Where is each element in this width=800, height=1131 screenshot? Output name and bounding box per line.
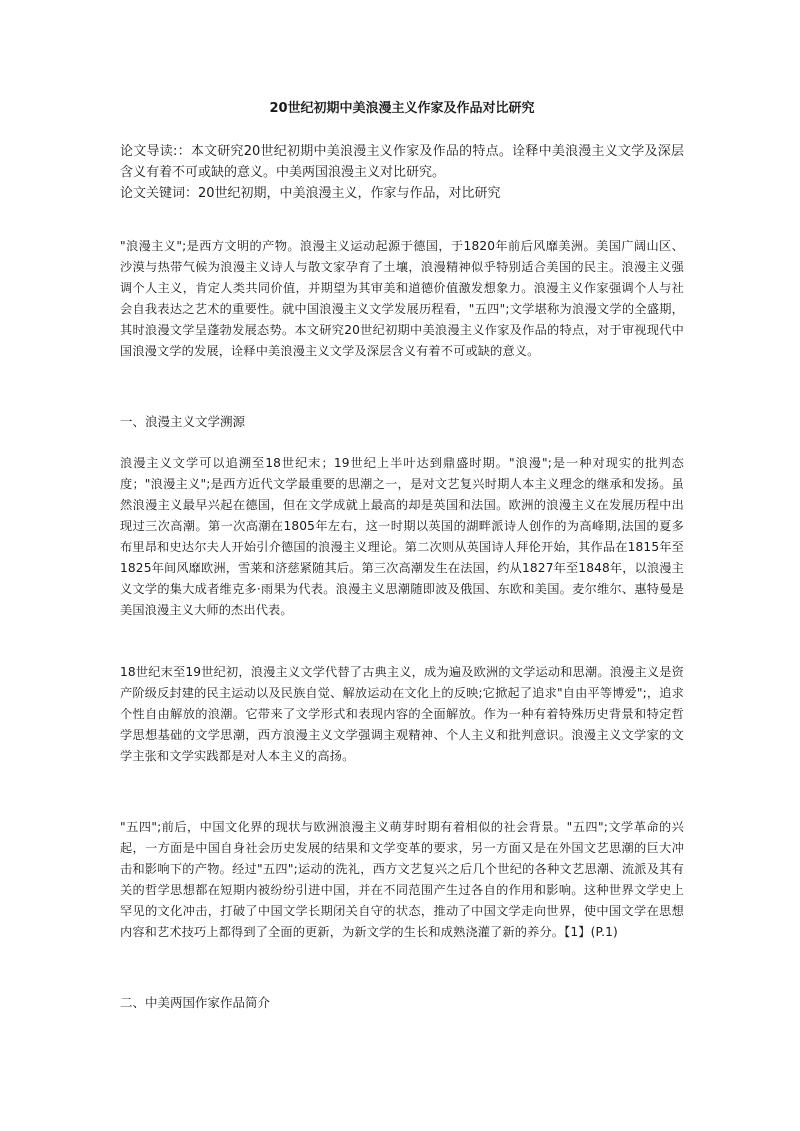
document-title: 20世纪初期中美浪漫主义作家及作品对比研究 <box>269 101 535 116</box>
section-heading-2: 二、中美两国作家作品简介 <box>120 995 271 1010</box>
paragraph-18th-century: 18世纪末至19世纪初，浪漫主义文学代替了古典主义，成为遍及欧洲的文学运动和思潮。浪漫主义是资产阶级反封建的民主运动以及民族自觉、解放运动在文化上的反映;它掀起了追求"自由平等博爱";，追求个性自由解放的浪潮。它带来了文学形式和表现内容的全面解放。作为一种有着特殊历史背景和特定哲学思想基础的文学思潮，西方浪漫主义文学强调主观精神、个人主义和批判意识。浪漫主义文学家的文学主张和文学实践都是对人本主义的高扬。 <box>120 665 684 763</box>
section-heading-1: 一、浪漫主义文学溯源 <box>120 414 246 429</box>
paragraph-may-fourth: "五四";前后，中国文化界的现状与欧洲浪漫主义萌芽时期有着相似的社会背景。"五四";文学革命的兴起，一方面是中国自身社会历史发展的结果和文学变革的要求，另一方面又是在外国文艺思潮的巨大冲击和影响下的产物。经过"五四";运动的洗礼，西方文艺复兴之后几个世纪的各种文艺思潮、流派及其有关的哲学思想都在短期内被纷纷引进中国，并在不同范围产生过各自的作用和影响。这种世界文学史上罕见的文化冲击，打破了中国文学长期闭关自守的状态，推动了中国文学走向世界，使中国文学在思想内容和艺术技巧上都得到了全面的更新，为新文学的生长和成熟浇灌了新的养分。【1】(P.1) <box>120 820 684 939</box>
paragraph-intro: "浪漫主义";是西方文明的产物。浪漫主义运动起源于德国，于1820年前后风靡美洲。美国广阔山区、沙漠与热带气候为浪漫主义诗人与散文家孕育了土壤，浪漫精神似乎特别适合美国的民主。浪漫主义强调个人主义，肯定人类共同价值，并期望为其审美和道德价值激发想象力。浪漫主义作家强调个人与社会自我表达之艺术的重要性。就中国浪漫主义文学发展历程看，"五四";文学堪称为浪漫文学的全盛期，其时浪漫文学呈蓬勃发展态势。本文研究20世纪初期中美浪漫主义作家及作品的特点，对于审视现代中国浪漫文学的发展，诠释中美浪漫主义文学及深层含义有着不可或缺的意义。 <box>120 239 684 358</box>
keywords-text: 论文关键词：20世纪初期，中美浪漫主义，作家与作品，对比研究 <box>120 186 501 201</box>
abstract-text: 论文导读:：本文研究20世纪初期中美浪漫主义作家及作品的特点。诠释中美浪漫主义文学及深层含义有着不可或缺的意义。中美两国浪漫主义对比研究。 <box>120 144 684 180</box>
paragraph-origin: 浪漫主义文学可以追溯至18世纪末；19世纪上半叶达到鼎盛时期。"浪漫";是一种对现实的批判态度；"浪漫主义";是西方近代文学最重要的思潮之一，是对文艺复兴时期人本主义理念的继承和发扬。虽然浪漫主义最早兴起在德国，但在文学成就上最高的却是英国和法国。欧洲的浪漫主义在发展历程中出现过三次高潮。第一次高潮在1805年左右，这一时期以英国的湖畔派诗人创作的为高峰期,法国的夏多布里昂和史达尔夫人开始引介德国的浪漫主义理论。第二次则从英国诗人拜伦开始，其作品在1815年至1825年间风靡欧洲，雪莱和济慈紧随其后。第三次高潮发生在法国，约从1827年至1848年，以浪漫主义文学的集大成者维克多·雨果为代表。浪漫主义思潮随即波及俄国、东欧和美国。麦尔维尔、惠特曼是美国浪漫主义大师的杰出代表。 <box>120 456 684 617</box>
